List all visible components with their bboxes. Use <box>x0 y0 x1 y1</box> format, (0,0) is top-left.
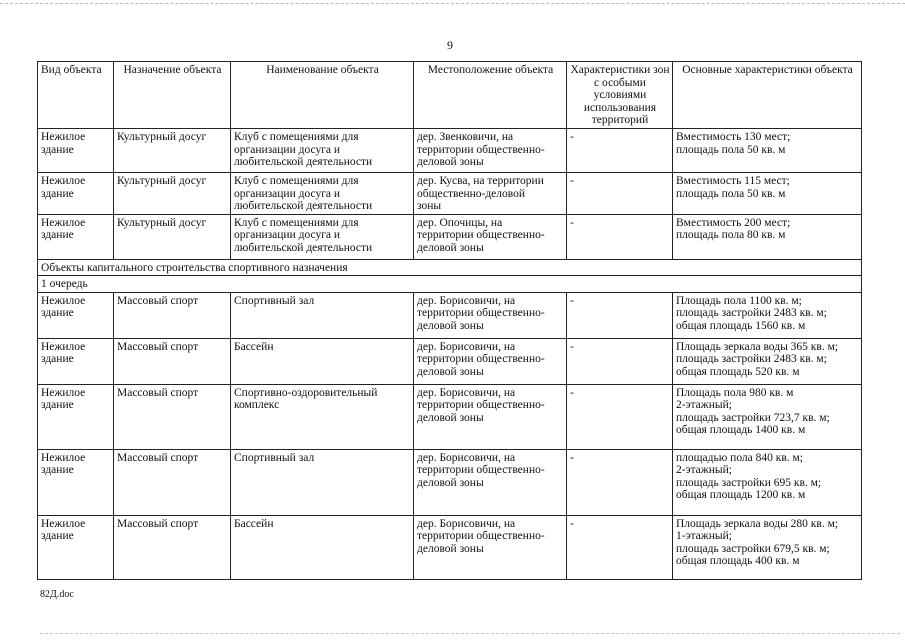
queue-label: 1 очередь <box>38 276 862 293</box>
header-row <box>38 62 862 129</box>
header-object-purpose: Назначение объекта <box>114 62 231 129</box>
cell-purpose: Массовый спорт <box>114 292 231 338</box>
cell-type: Нежилое здание <box>38 384 114 449</box>
header-object-location: Местоположение объекта <box>414 62 567 129</box>
cell-name: Клуб с помещениями для организации досуга и любительской деятельности <box>231 214 414 259</box>
cell-zones: - <box>567 214 673 259</box>
queue-row <box>38 276 862 293</box>
cell-location: дер. Борисовичи, на территории общественно- деловой зоны <box>414 384 567 449</box>
cell-characteristics: Площадь пола 1100 кв. м; площадь застройки 2483 кв. м; общая площадь 1560 кв. м <box>673 292 862 338</box>
cell-zones: - <box>567 449 673 515</box>
cell-location: дер. Опочицы, на территории общественно- деловой зоны <box>414 214 567 259</box>
header-main-characteristics: Основные характеристики объекта <box>673 62 862 129</box>
cell-purpose: Массовый спорт <box>114 515 231 579</box>
section-title: Объекты капитального строительства спортивного назначения <box>38 259 862 276</box>
cell-name: Клуб с помещениями для организации досуга и любительской деятельности <box>231 129 414 173</box>
section-title-row <box>38 259 862 276</box>
cell-purpose: Культурный досуг <box>114 129 231 173</box>
cell-characteristics: Площадь зеркала воды 365 кв. м; площадь застройки 2483 кв. м; общая площадь 520 кв. м <box>673 338 862 384</box>
cell-type: Нежилое здание <box>38 449 114 515</box>
cell-characteristics: Вместимость 200 мест; площадь пола 80 кв. м <box>673 214 862 259</box>
table-row <box>38 292 862 338</box>
header-zone-characteristics: Характеристики зон с особыми условиями использования территорий <box>567 62 673 129</box>
cell-characteristics: площадью пола 840 кв. м; 2-этажный; площадь застройки 695 кв. м; общая площадь 1200 кв. м <box>673 449 862 515</box>
cell-zones: - <box>567 338 673 384</box>
cell-type: Нежилое здание <box>38 214 114 259</box>
cell-location: дер. Борисовичи, на территории общественно- деловой зоны <box>414 515 567 579</box>
header-object-name: Наименование объекта <box>231 62 414 129</box>
scan-edge-bottom <box>40 633 900 634</box>
cell-type: Нежилое здание <box>38 338 114 384</box>
cell-type: Нежилое здание <box>38 292 114 338</box>
cell-name: Клуб с помещениями для организации досуга и любительской деятельности <box>231 173 414 215</box>
cell-name: Спортивный зал <box>231 292 414 338</box>
page-number: 9 <box>447 38 453 52</box>
cell-zones: - <box>567 384 673 449</box>
table-row <box>38 173 862 215</box>
cell-type: Нежилое здание <box>38 515 114 579</box>
cell-purpose: Культурный досуг <box>114 214 231 259</box>
cell-characteristics: Вместимость 115 мест; площадь пола 50 кв. м <box>673 173 862 215</box>
cell-characteristics: Площадь пола 980 кв. м 2-этажный; площадь застройки 723,7 кв. м; общая площадь 1400 кв. м <box>673 384 862 449</box>
cell-zones: - <box>567 515 673 579</box>
cell-characteristics: Площадь зеркала воды 280 кв. м; 1-этажный; площадь застройки 679,5 кв. м; общая площадь 400 кв. м <box>673 515 862 579</box>
cell-location: дер. Звенковичи, на территории общественно- деловой зоны <box>414 129 567 173</box>
footer-filename: 82Д.doc <box>40 589 74 600</box>
table-row <box>38 449 862 515</box>
table-row <box>38 515 862 579</box>
table-row <box>38 214 862 259</box>
cell-purpose: Массовый спорт <box>114 449 231 515</box>
cell-type: Нежилое здание <box>38 173 114 215</box>
table-row <box>38 338 862 384</box>
cell-name: Спортивный зал <box>231 449 414 515</box>
cell-purpose: Массовый спорт <box>114 384 231 449</box>
scan-edge-top <box>0 3 905 4</box>
cell-name: Бассейн <box>231 338 414 384</box>
cell-name: Бассейн <box>231 515 414 579</box>
cell-zones: - <box>567 129 673 173</box>
cell-type: Нежилое здание <box>38 129 114 173</box>
table-row <box>38 129 862 173</box>
cell-location: дер. Кусва, на территории общественно-деловой зоны <box>414 173 567 215</box>
header-object-type: Вид объекта <box>38 62 114 129</box>
cell-zones: - <box>567 292 673 338</box>
cell-location: дер. Борисовичи, на территории общественно- деловой зоны <box>414 292 567 338</box>
cell-location: дер. Борисовичи, на территории общественно- деловой зоны <box>414 449 567 515</box>
cell-zones: - <box>567 173 673 215</box>
cell-purpose: Культурный досуг <box>114 173 231 215</box>
cell-location: дер. Борисовичи, на территории общественно- деловой зоны <box>414 338 567 384</box>
cell-name: Спортивно-оздоровительный комплекс <box>231 384 414 449</box>
objects-table <box>37 61 862 580</box>
cell-purpose: Массовый спорт <box>114 338 231 384</box>
cell-characteristics: Вместимость 130 мест; площадь пола 50 кв. м <box>673 129 862 173</box>
table-row <box>38 384 862 449</box>
